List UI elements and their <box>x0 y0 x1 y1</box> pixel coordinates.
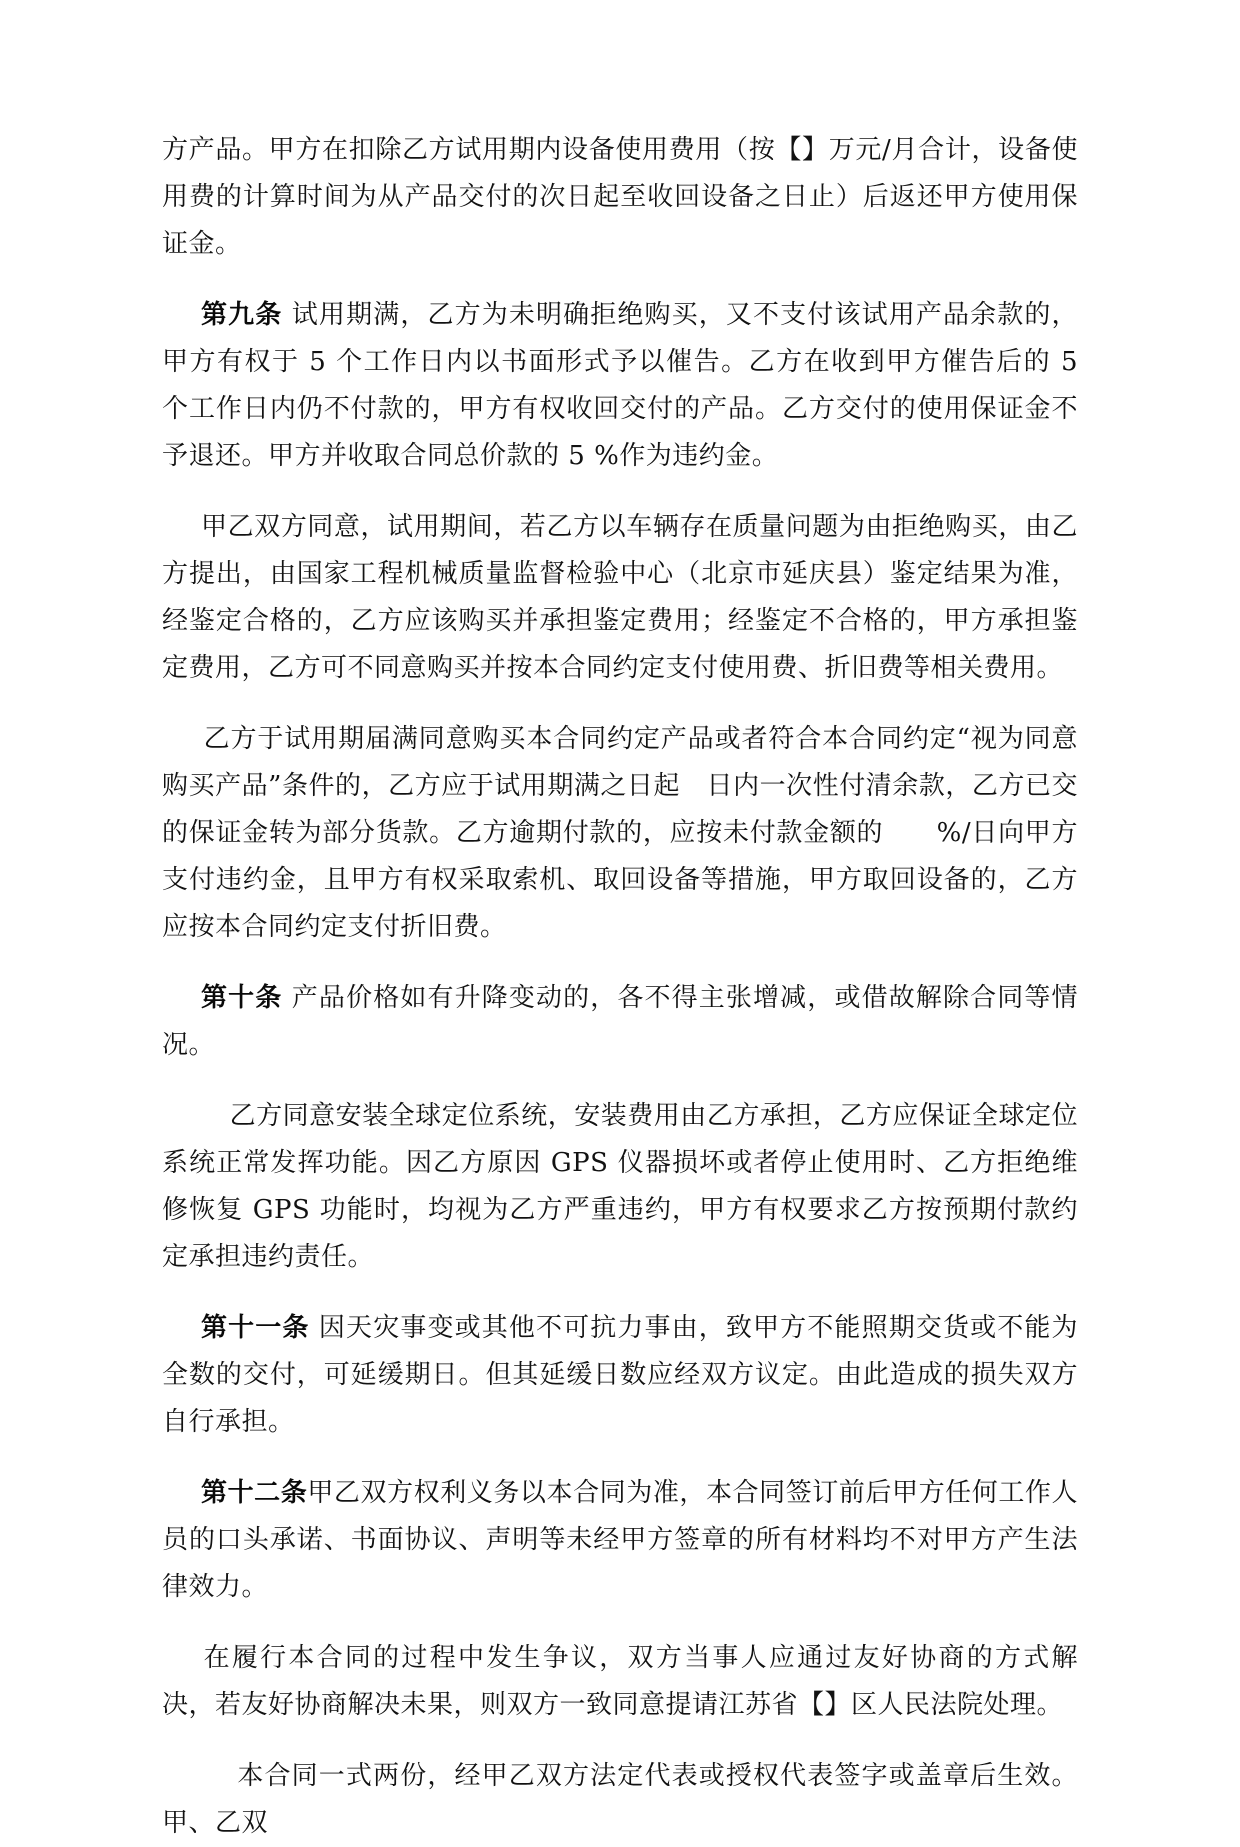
paragraph-text: 甲乙双方权利义务以本合同为准，本合同签订前后甲方任何工作人员的口头承诺、书面协议、声明等未经甲方签章的所有材料均不对甲方产生法律效力。 <box>162 1478 1078 1602</box>
paragraph-text: 本合同一式两份，经甲乙双方法定代表或授权代表签字或盖章后生效。甲、乙双 <box>162 1761 1078 1838</box>
contract-paragraph <box>162 127 1078 268</box>
paragraph-text: 乙方于试用期届满同意购买本合同约定产品或者符合本合同约定“视为同意购买产品”条件的，乙方应于试用期满之日起 日内一次性付清余款，乙方已交的保证金转为部分货款。乙方逾期付款的，应按未付款金额的 %/日向甲方支付违约金，且甲方有权采取索机、取回设备等措施，甲方取回设备的，乙方应按本合同约定支付折旧费。 <box>162 724 1078 942</box>
contract-paragraph <box>162 1305 1078 1446</box>
contract-paragraph <box>162 504 1078 692</box>
paragraph-text: 乙方同意安装全球定位系统，安装费用由乙方承担，乙方应保证全球定位系统正常发挥功能。因乙方原因 GPS 仪器损坏或者停止使用时、乙方拒绝维修恢复 GPS 功能时，均视为乙方严重违约，甲方有权要求乙方按预期付款约定承担违约责任。 <box>162 1101 1078 1272</box>
article-heading: 第九条 <box>201 300 283 330</box>
contract-paragraph <box>162 1753 1078 1847</box>
paragraph-text: 产品价格如有升降变动的，各不得主张增减，或借故解除合同等情况。 <box>162 983 1078 1060</box>
contract-paragraph <box>162 292 1078 480</box>
contract-paragraph <box>162 716 1078 951</box>
article-heading: 第十二条 <box>201 1478 308 1508</box>
paragraph-text: 因天灾事变或其他不可抗力事由，致甲方不能照期交货或不能为全数的交付，可延缓期日。但其延缓日数应经双方议定。由此造成的损失双方自行承担。 <box>162 1313 1078 1437</box>
article-heading: 第十一条 <box>201 1313 310 1343</box>
contract-body <box>162 127 1078 1847</box>
contract-paragraph <box>162 1635 1078 1729</box>
paragraph-text: 在履行本合同的过程中发生争议，双方当事人应通过友好协商的方式解决，若友好协商解决未果，则双方一致同意提请江苏省【】区人民法院处理。 <box>162 1643 1078 1720</box>
contract-paragraph <box>162 975 1078 1069</box>
contract-paragraph <box>162 1470 1078 1611</box>
paragraph-text: 方产品。甲方在扣除乙方试用期内设备使用费用（按【】万元/月合计，设备使用费的计算时间为从产品交付的次日起至收回设备之日止）后返还甲方使用保证金。 <box>162 135 1078 259</box>
paragraph-text: 甲乙双方同意，试用期间，若乙方以车辆存在质量问题为由拒绝购买，由乙方提出，由国家工程机械质量监督检验中心（北京市延庆县）鉴定结果为准，经鉴定合格的，乙方应该购买并承担鉴定费用；经鉴定不合格的，甲方承担鉴定费用，乙方可不同意购买并按本合同约定支付使用费、折旧费等相关费用。 <box>162 512 1078 683</box>
article-heading: 第十条 <box>201 983 283 1013</box>
contract-paragraph <box>162 1093 1078 1281</box>
paragraph-text: 试用期满，乙方为未明确拒绝购买，又不支付该试用产品余款的，甲方有权于 5 个工作日内以书面形式予以催告。乙方在收到甲方催告后的 5 个工作日内仍不付款的，甲方有权收回交付的产品。乙方交付的使用保证金不予退还。甲方并收取合同总价款的 5 %作为违约金。 <box>162 300 1078 471</box>
